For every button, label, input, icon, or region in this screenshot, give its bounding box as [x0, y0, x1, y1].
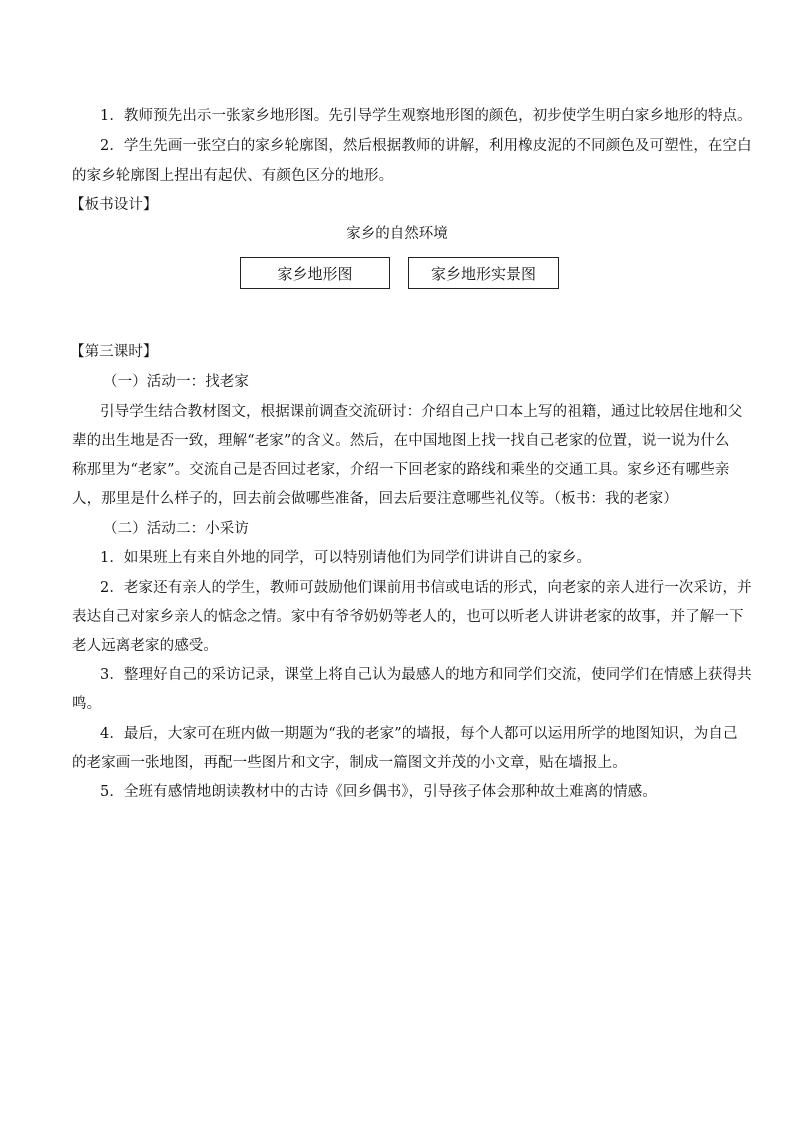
activity2-item5: 5．全班有感情地朗读教材中的古诗《回乡偶书》，引导孩子体会那种故土难离的情感。 — [100, 784, 657, 800]
activity2-item2-line: 2．老家还有亲人的学生，教师可鼓励他们课前用书信或电话的形式，向老家的亲人进行一次采访，并 — [100, 580, 752, 596]
board-design-heading: 【板书设计】 — [70, 197, 158, 213]
activity2-item2-line: 表达自己对家乡亲人的惦念之情。家中有爷爷奶奶等老人的，也可以听老人讲讲老家的故事，并了解一下 — [72, 609, 744, 625]
activity2-item2-line: 老人远离老家的感受。 — [72, 638, 218, 654]
board-box-terrain-map: 家乡地形图 — [240, 257, 390, 289]
activity2-item4-line: 的老家画一张地图，再配一些图片和文字，制成一篇图文并茂的小文章，贴在墙报上。 — [72, 755, 627, 771]
activity1-line: 称那里为“老家”。交流自己是否回过老家，介绍一下回老家的路线和乘坐的交通工具。家乡还有哪些亲 — [72, 462, 730, 478]
activity1-line: 人，那里是什么样子的，回去前会做哪些准备，回去后要注意哪些礼仪等。（板书：我的老家） — [72, 491, 678, 507]
activity2-item1: 1．如果班上有来自外地的同学，可以特别请他们为同学们讲讲自己的家乡。 — [100, 550, 592, 566]
lesson3-heading: 【第三课时】 — [70, 344, 158, 360]
activity2-title: （二）活动二：小采访 — [103, 521, 249, 537]
activity2-item3-line: 3．整理好自己的采访记录，课堂上将自己认为最感人的地方和同学们交流，使同学们在情感上获得共 — [100, 667, 752, 683]
board-box-terrain-scenery: 家乡地形实景图 — [408, 257, 559, 289]
activity2-item3-line: 鸣。 — [72, 696, 102, 712]
activity1-line: 辈的出生地是否一致，理解“老家”的含义。然后，在中国地图上找一找自己老家的位置，说一说为什么 — [72, 433, 730, 449]
section1-item1: 1．教师预先出示一张家乡地形图。先引导学生观察地形图的颜色，初步使学生明白家乡地形的特点。 — [100, 108, 752, 124]
activity1-line: 引导学生结合教材图文，根据课前调查交流研讨：介绍自己户口本上写的祖籍，通过比较居住地和父 — [100, 404, 743, 420]
section1-item2-line1: 2．学生先画一张空白的家乡轮廓图，然后根据教师的讲解，利用橡皮泥的不同颜色及可塑性，在空白 — [100, 138, 752, 154]
activity1-title: （一）活动一：找老家 — [103, 374, 249, 390]
board-design-title: 家乡的自然环境 — [346, 226, 448, 242]
section1-item2-line2: 的家乡轮廓图上捏出有起伏、有颜色区分的地形。 — [72, 168, 394, 184]
activity2-item4-line: 4．最后，大家可在班内做一期题为“我的老家”的墙报，每个人都可以运用所学的地图知识，为自己 — [100, 726, 738, 742]
